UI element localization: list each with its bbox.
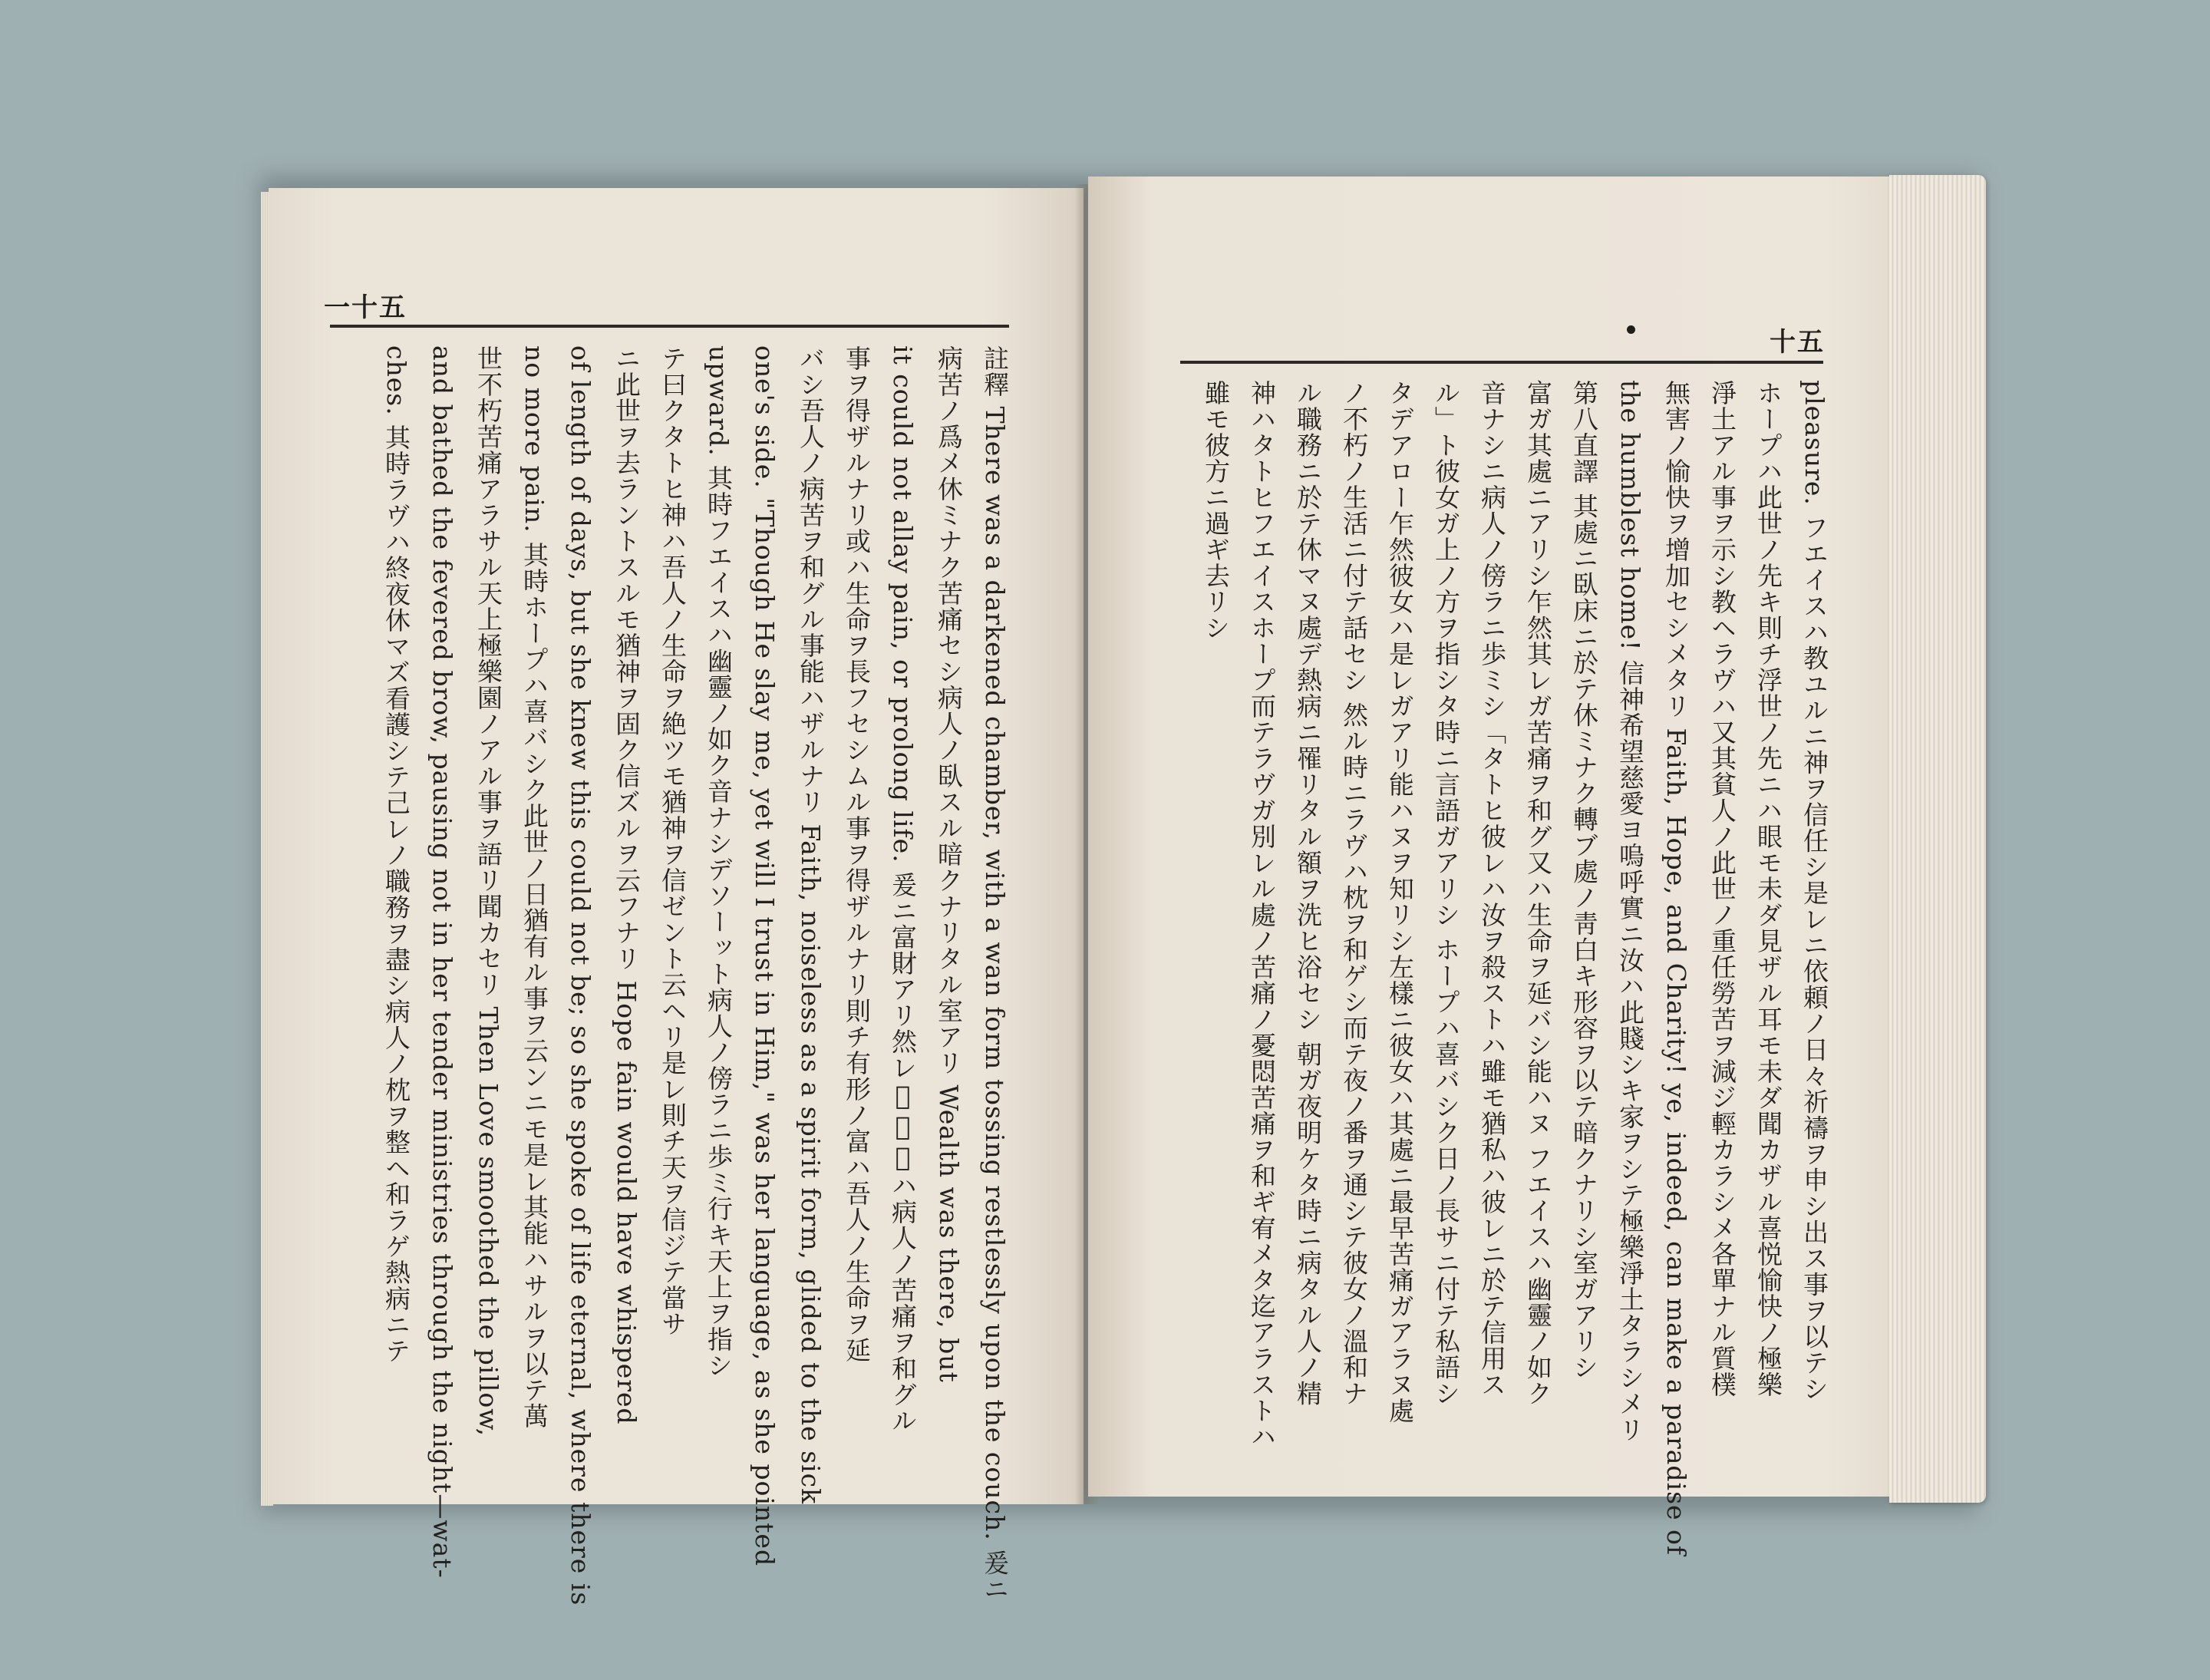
text-column: 雖モ彼方ニ過ギ去リシ bbox=[1201, 380, 1231, 641]
right-page bbox=[1088, 177, 1892, 1556]
right-page-edges bbox=[1889, 175, 1986, 1503]
text-column: upward. 其時フエイスハ幽靈ノ如ク音ナシデソーット病人ノ傍ラニ歩ミ行キ天上ヲ指シ bbox=[704, 345, 734, 1379]
text-column: no more pain. 其時ホープハ喜バシク此世ノ日猶有ル事ヲ云ンニモ是レ其能ハサルヲ以テ萬 bbox=[520, 345, 549, 1430]
right-page-number: 十五 bbox=[1770, 327, 1825, 358]
text-column: 世不朽苦痛アラサル天上極樂園ノアル事ヲ語リ聞カセリ Then Love smoothed the pillow, bbox=[473, 345, 503, 1437]
right-header-rule bbox=[1180, 361, 1823, 364]
text-column: ホープハ此世ノ先キ則チ浮世ノ先ニハ眼モ未ダ見ザル耳モ未ダ聞カザル喜悦愉快ノ極樂 bbox=[1753, 380, 1783, 1398]
text-column: 神ハタトヒフエイスホープ而テラヴガ別レル處ノ苦痛ノ憂悶苦痛ヲ和ギ宥メタ迄アラストハ bbox=[1247, 380, 1277, 1450]
text-column: pleasure. フエイスハ教ユルニ神ヲ信任シ是レニ依頼ノ日々祈禱ヲ申シ出ス事ヲ以テシ bbox=[1799, 380, 1829, 1402]
text-column: it could not allay pain, or prolong life. 爰ニ富財アリ然レ𪜈其富ハ病人ノ苦痛ヲ和グル bbox=[888, 345, 918, 1434]
text-column: 第八直譯 其處ニ臥床ニ於テ休ミナク轉ブ處ノ靑白キ形容ヲ以テ暗クナリシ室ガアリシ bbox=[1569, 380, 1599, 1381]
left-header-rule bbox=[330, 325, 1009, 328]
text-column: 事ヲ得ザルナリ或ハ生命ヲ長フセシムル事ヲ得ザルナリ則チ有形ノ富ハ吾人ノ生命ヲ延 bbox=[842, 345, 872, 1363]
text-column: 註釋 There was a darkened chamber, with a wan form tossing restlessly upon the couch. 爰ニ bbox=[980, 345, 1010, 1602]
text-column: ノ不朽ノ生活ニ付テ話セシ 然ル時ニラヴハ枕ヲ和ゲシ而テ夜ノ番ヲ通シテ彼女ノ溫和ナ bbox=[1339, 380, 1369, 1407]
text-column: 淨土アル事ヲ示シ教ヘラヴハ又其貧人ノ此世ノ重任勞苦ヲ減ジ輕カラシメ各單ナル質樸 bbox=[1707, 380, 1737, 1398]
text-column: and bathed the fevered brow, pausing not in her tender ministries through the night—wat- bbox=[427, 345, 457, 1579]
text-column: タデアロー乍然彼女ハ是レガアリ能ハヌヲ知リシ左樣ニ彼女ハ其處ニ最早苦痛ガアラヌ處 bbox=[1385, 380, 1415, 1424]
text-column: 無害ノ愉快ヲ增加セシメタリ Faith, Hope, and Charity! ye, indeed, can make a paradise of bbox=[1661, 380, 1691, 1556]
text-column: one's side. "Though He slay me, yet will I trust in Him," was her language, as she pointed bbox=[750, 345, 780, 1567]
text-column: 音ナシニ病人ノ傍ラニ歩ミシ「タトヒ彼レハ汝ヲ殺ストハ雖モ猶私ハ彼レニ於テ信用ス bbox=[1477, 380, 1507, 1398]
left-page-number: 一十五 bbox=[324, 292, 407, 323]
text-column: ル」ト彼女ガ上ノ方ヲ指シタ時ニ言語ガアリシ ホープハ喜バシク日ノ長サニ付テ私語シ bbox=[1431, 380, 1461, 1407]
text-column: 病苦ノ爲メ休ミナク苦痛セシ病人ノ臥スル暗クナリタル室アリ Wealth was there, but bbox=[934, 345, 964, 1383]
left-page bbox=[269, 188, 1084, 1606]
text-column: the humblest home! 信神希望慈愛ヨ嗚呼實ニ汝ハ此賤シキ家ヲシテ極樂淨土タラシメリ bbox=[1615, 380, 1645, 1443]
text-column: 富ガ其處ニアリシ乍然其レガ苦痛ヲ和グ又ハ生命ヲ延バシ能ハヌ フエイスハ幽靈ノ如ク bbox=[1523, 380, 1553, 1407]
text-column: of length of days, but she knew this could not be; so she spoke of life eternal, where there is bbox=[566, 345, 595, 1606]
text-column: ches. 其時ラヴハ終夜休マズ看護シテ己レノ職務ヲ盡シ病人ノ枕ヲ整ヘ和ラゲ熱病ニテ bbox=[381, 345, 411, 1365]
text-column: テ曰クタトヒ神ハ吾人ノ生命ヲ絶ツモ猶神ヲ信ゼント云ヘリ是レ則チ天ヲ信ジテ當サ bbox=[658, 345, 688, 1337]
header-dot bbox=[1627, 325, 1635, 334]
text-column: バシ吾人ノ病苦ヲ和グル事能ハザルナリ Faith, noiseless as a spirit form, glided to the sick bbox=[796, 345, 826, 1505]
text-column: ル職務ニ於テ休マヌ處デ熱病ニ罹リタル額ヲ洗ヒ浴セシ 朝ガ夜明ケタ時ニ病タル人ノ精 bbox=[1293, 380, 1323, 1407]
text-column: ニ此世ヲ去ラントスルモ猶神ヲ固ク信ズルヲ云フナリ Hope fain would have whispered bbox=[612, 345, 642, 1425]
